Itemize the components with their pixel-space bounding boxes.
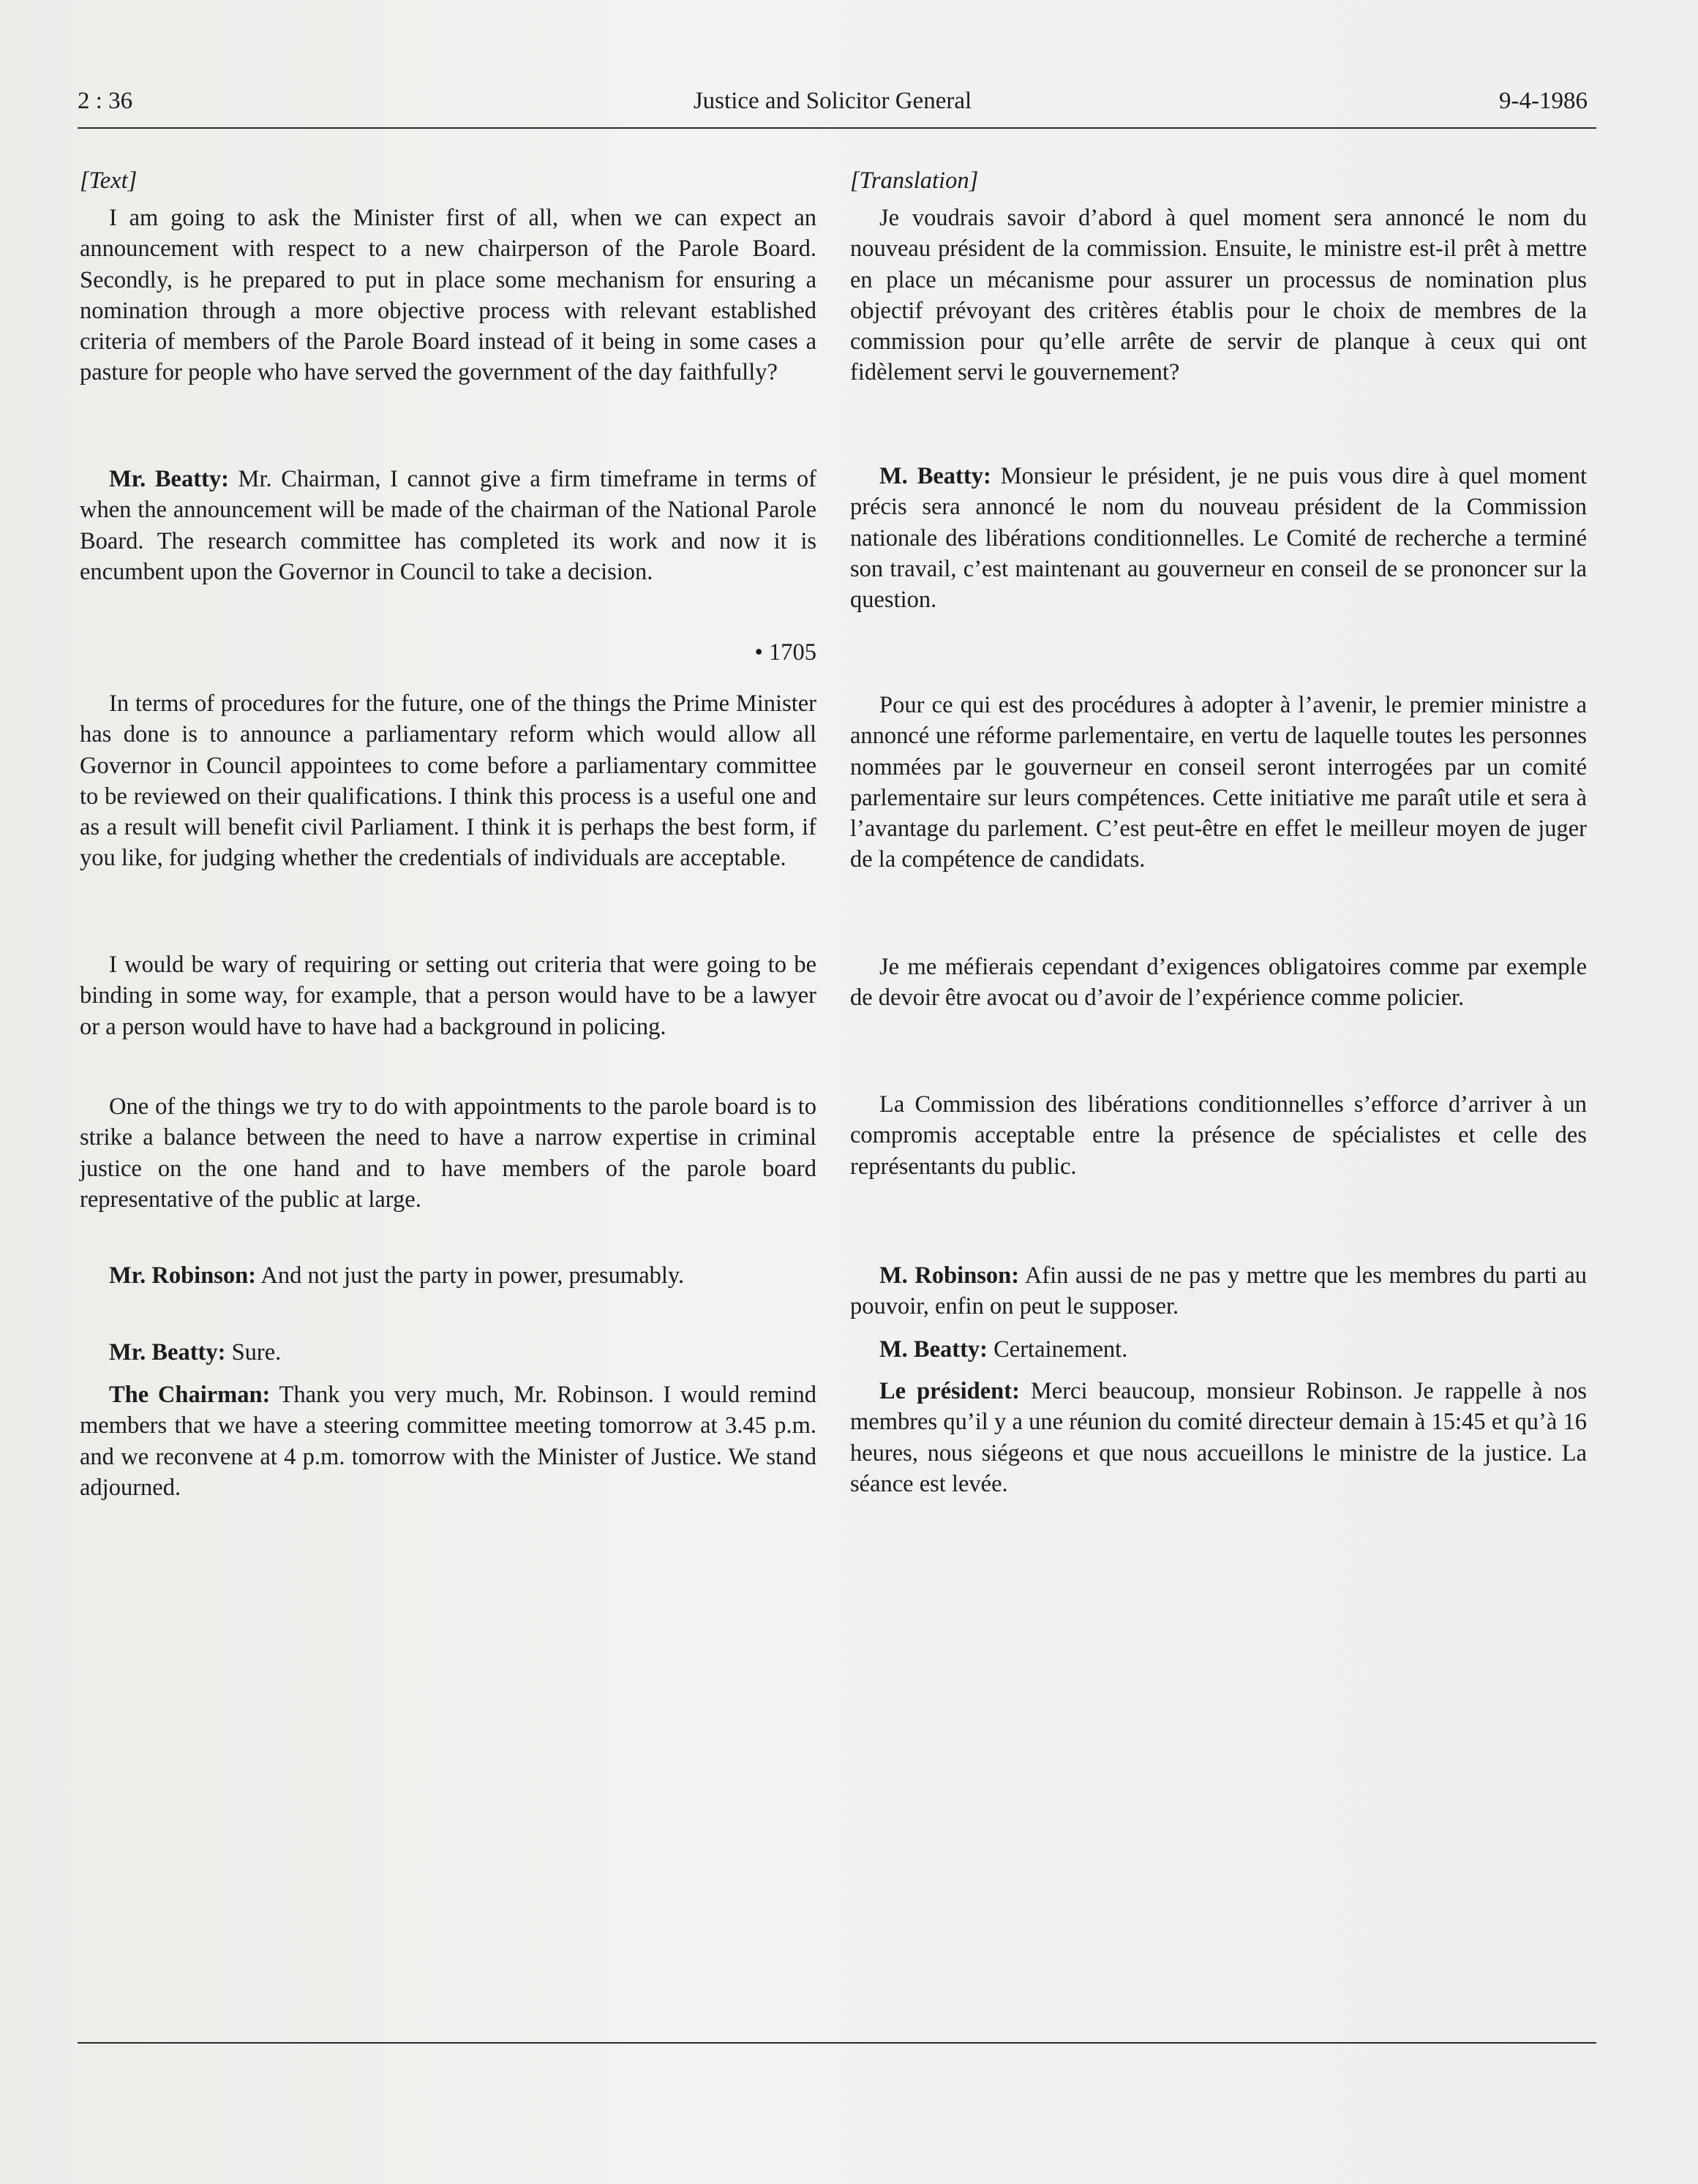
speech-text: Thank you very much, Mr. Robinson. I would remind members that we have a steering committee meeting tomorrow at 3.45 p.m. and we reconvene at 4 p.m. tomorrow with the Minister of Justice. We stand adjourned. [80, 1382, 816, 1501]
paragraph: Je me méfierais cependant d’exigences obligatoires comme par exemple de devoir être avocat ou d’avoir de l’expérience comme policier. [850, 954, 1587, 1012]
paragraph: In terms of procedures for the future, one of the things the Prime Minister has done is to announce a parliamentary reform which would allow all Governor in Council appointees to come before a parliamentary committee to be reviewed on their qualifications. I think this process is a useful one and as a result will benefit civil Parliament. I think it is perhaps the best form, if you like, for judging whether the credentials of individuals are acceptable. [80, 690, 816, 872]
speech-text: Afin aussi de ne pas y mettre que les membres du parti au pouvoir, enfin on peut le supposer. [850, 1262, 1587, 1320]
speaker-name: M. Beatty: [879, 1336, 988, 1363]
speaker-name: Mr. Beatty: [109, 466, 229, 492]
header-date: 9-4-1986 [1499, 88, 1588, 114]
text-label: [Text] [80, 167, 138, 194]
speech-text: Sure. [225, 1339, 282, 1366]
running-title: Justice and Solicitor General [693, 88, 972, 114]
timestamp: • 1705 [754, 639, 816, 666]
paragraph: Pour ce qui est des procédures à adopter à l’avenir, le premier ministre a annoncé une réforme parlementaire, en vertu de laquelle toutes les personnes nommées par le gouverneur en conseil seront interrogées par un comité parlementaire sur leurs compétences. Cette initiative me paraît utile et sera à l’avantage du parlement. C’est peut-être en effet le meilleur moyen de juger de la compétence de candidats. [850, 692, 1587, 873]
paragraph: I am going to ask the Minister first of all, when we can expect an announcement with respect to a new chairperson of the Parole Board. Secondly, is he prepared to put in place some mechanism for ensuring a nomination through a more objective process with relevant established criteria of members of the Parole Board instead of it being in some cases a pasture for people who have served the government of the day faithfully? [80, 205, 816, 386]
speech-text: And not just the party in power, presumably. [256, 1262, 685, 1289]
speaker-name: Le président: [879, 1378, 1020, 1404]
speaker-paragraph [80, 1337, 816, 1368]
speech-text: Monsieur le président, je ne puis vous dire à quel moment précis sera annoncé le nom du nouveau président de la Commission nationale des libérations conditionnelles. Le Comité de recherche a terminé son travail, c’est maintenant au gouverneur en conseil de se prononcer sur la question. [850, 463, 1587, 614]
page-header [78, 88, 1588, 117]
speaker-name: Mr. Robinson: [109, 1262, 257, 1289]
speech-text: Merci beaucoup, monsieur Robinson. Je rappelle à nos membres qu’il y a une réunion du comité directeur demain à 15:45 et qu’à 16 heures, nous siégeons et que nous accueillons le ministre de la justice. La séance est levée. [850, 1378, 1587, 1497]
translation-label: [Translation] [850, 167, 979, 194]
speech-text: Mr. Chairman, I cannot give a firm timeframe in terms of when the announcement will be made of the chairman of the National Parole Board. The research committee has completed its work and now it is encumbent upon the Governor in Council to take a decision. [80, 466, 817, 585]
paragraph: One of the things we try to do with appointments to the parole board is to strike a balance between the need to have a narrow expertise in criminal justice on the one hand and to have members of the parole board representative of the public at large. [80, 1093, 816, 1213]
speaker-name: Mr. Beatty: [109, 1339, 226, 1366]
speaker-paragraph [850, 1260, 1587, 1322]
speaker-name: M. Beatty: [879, 463, 991, 489]
paragraph: Je voudrais savoir d’abord à quel moment sera annoncé le nom du nouveau président de la commission. Ensuite, le ministre est-il prêt à mettre en place un mécanisme pour assurer un processus de nomination plus objectif prévoyant des critères établis pour le choix de membres de la commission pour qu’elle arrête de servir de planque à ceux qui ont fidèlement servi le gouvernement? [850, 205, 1587, 386]
speaker-paragraph [80, 464, 816, 587]
speaker-paragraph [850, 1376, 1587, 1499]
speaker-paragraph [80, 1260, 816, 1291]
footer-rule [78, 2042, 1596, 2044]
speaker-name: The Chairman: [109, 1382, 271, 1408]
paragraph: La Commission des libérations conditionnelles s’efforce d’arriver à un compromis acceptable entre la présence de spécialistes et celle des représentants du public. [850, 1091, 1587, 1180]
page-number: 2 : 36 [78, 88, 133, 114]
speaker-name: M. Robinson: [879, 1262, 1020, 1289]
header-rule [78, 127, 1596, 129]
speaker-paragraph [850, 461, 1587, 615]
paragraph: I would be wary of requiring or setting out criteria that were going to be binding in some way, for example, that a person would have to be a lawyer or a person would have to have had a background in policing. [80, 952, 816, 1040]
speaker-paragraph [80, 1379, 816, 1503]
speech-text: Certainement. [988, 1336, 1128, 1363]
speaker-paragraph [850, 1334, 1587, 1365]
